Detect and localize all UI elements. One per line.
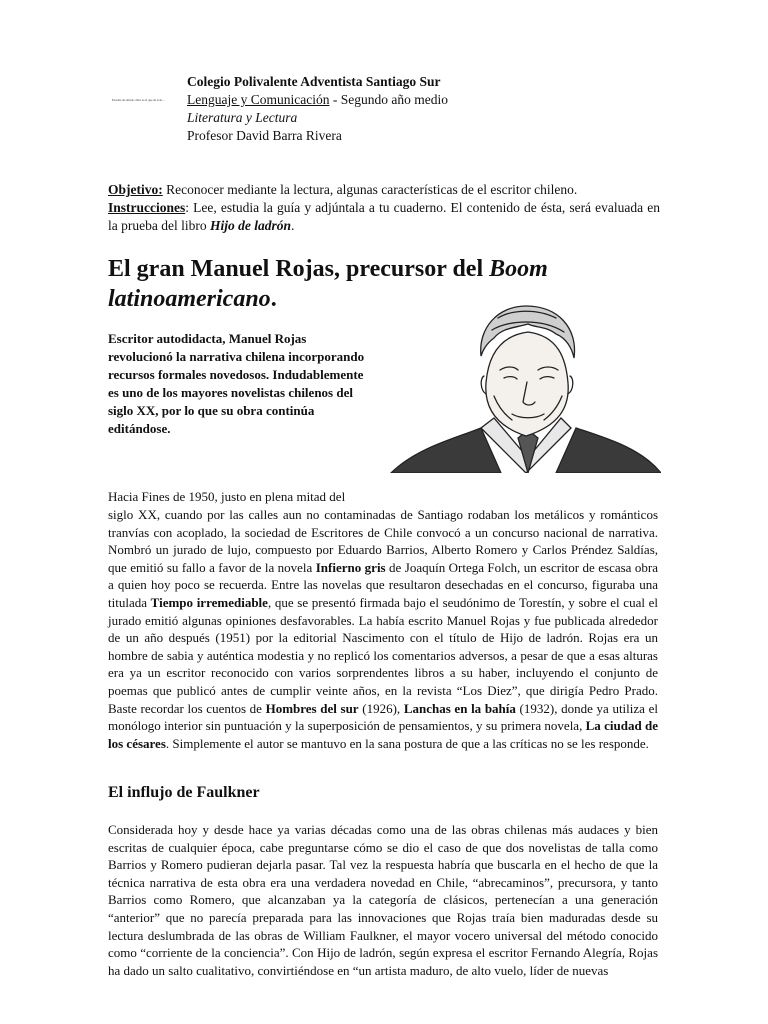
paragraph-1 <box>108 506 658 752</box>
p1-bold-la-ciudad-de-los-cesares: La ciudad de los césares <box>108 718 658 751</box>
instrucciones-text: : Lee, estudia la guía y adjúntala a tu cuaderno. El contenido de ésta, será evaluada en la prueba del libro <box>108 200 660 233</box>
portrait-image <box>386 298 661 473</box>
article-lead: Escritor autodidacta, Manuel Rojas revolucionó la narrativa chilena incorporando recursos formales novedosos. Indudablemente es uno de los mayores novelistas chilenos del siglo XX, por lo que su obra continúa editándose. <box>108 331 365 436</box>
objetivo-text: Reconocer mediante la lectura, algunas características de el escritor chileno. <box>162 182 578 197</box>
p1-text-c: de Joaquín Ortega Folch, un escritor de escasa obra a quien hoy poco se recuerda. Entre las novelas que resultaron desechadas en el concurso, figuraba una titulada <box>108 559 658 610</box>
subject-name: Lenguaje y Comunicación <box>187 92 330 107</box>
p1-text-i: (1932), donde ya utiliza el monólogo interior sin puntuación y la superposición de pensamientos, y su primera novela, <box>108 700 658 734</box>
paragraph-1-first-line: Hacia Fines de 1950, justo en plena mitad del <box>108 489 346 504</box>
title-line-1 <box>108 254 628 284</box>
teacher-line: Profesor David Barra Rivera <box>187 128 342 143</box>
book-suffix: . <box>290 218 295 233</box>
objetivo-line <box>108 181 660 199</box>
p1-text-e: , que se presentó firmada bajo el seudónimo de Torestín, y sobre el cual el jurado emitió algunas opiniones desfavorables. La había escrito Manuel Rojas y fue publicada alrededor de un año después (1951) por la editorial Nascimento con el título de Hijo de ladrón. Rojas era un hombre de sabia y auténtica modestia y no replicó los comentarios adversos, a pesar de que a esas alturas era ya un escritor reconocido con varios sorprendentes libros a su haber, incluyendo el conjunto de poemas que publicó antes de cumplir veinte años, en la revista “Los Diez”, que dirigía Pedro Prado. Baste recordar los cuentos de <box>108 594 658 716</box>
p1-bold-tiempo-irremediable: Tiempo irremediable <box>150 594 268 610</box>
topic-line: Literatura y Lectura <box>187 110 298 125</box>
header-block <box>187 73 448 145</box>
p1-text-a: siglo XX, cuando por las calles aun no contaminadas de Santiago rodaban los metálicos y románticos tranvías con acoplado, la sociedad de Escritores de Chile convocó a un concurso nacional de narrativa. Nombró un jurado de lujo, compuesto por Eduardo Barrios, Alberto Romero y Carlos Préndez Saldías, que emitió su fallo a favor de la novela <box>108 507 658 575</box>
p1-bold-hombres-del-sur: Hombres del sur <box>265 700 359 716</box>
school-name: Colegio Polivalente Adventista Santiago Sur <box>187 74 441 89</box>
paragraph-2: Considerada hoy y desde hace ya varias décadas como una de las obras chilenas más audaces y bien escritas de cualquier época, cabe preguntarse cómo se dio el caso de que dos novelistas de talla como Barrios y Romero pudieran dejarla pasar. Tal vez la respuesta habría que buscarla en el hecho de que la técnica narrativa de esta obra era una verdadera novedad en Chile, “abrecaminos”, precursora, y tanto Barrios como Romero, que alcanzaban ya la categoría de clásicos, pertenecían a una generación “anterior” que no parecía preparada para las innovaciones que Rojas traía bien maduradas desde su lectura deslumbrada de las obras de William Faulkner, el mayor vocero universal del método conocido como “corriente de la conciencia”. Con Hijo de ladrón, según expresa el escritor Fernando Alegría, Rojas ha dado un salto cualitativo, convirtiéndose en “un artista maduro, de alto vuelo, líder de nuevas <box>108 822 658 978</box>
p1-text-g: (1926), <box>358 700 404 716</box>
p1-bold-lanchas-en-la-bahia: Lanchas en la bahía <box>403 700 516 716</box>
book-title: Hijo de ladrón <box>209 218 291 233</box>
instrucciones-label: Instrucciones <box>108 200 186 215</box>
subject-suffix: - Segundo año medio <box>329 92 448 107</box>
title-part1: El gran Manuel Rojas, precursor del <box>108 256 490 282</box>
header-logo-text: Escuela de sábado, Dios es el que da todo... <box>112 98 165 102</box>
section-heading-faulkner: El influjo de Faulkner <box>108 784 260 801</box>
title-end: . <box>270 286 277 312</box>
p1-text-k: . Simplemente el autor se mantuvo en la sana postura de que a las críticas no se les responde. <box>165 735 649 751</box>
title-line2-italic: latinoamericano <box>108 286 271 312</box>
instructions-block <box>108 181 660 235</box>
subject-line <box>187 91 448 109</box>
p1-bold-infierno-gris: Infierno gris <box>315 559 386 575</box>
portrait-drawing <box>391 306 661 473</box>
title-italic: Boom <box>489 256 548 282</box>
instrucciones-line <box>108 199 660 235</box>
objetivo-label: Objetivo: <box>108 182 163 197</box>
